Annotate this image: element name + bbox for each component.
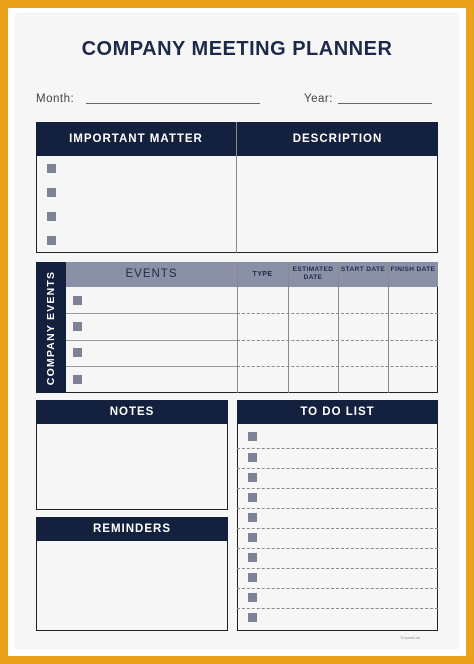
dashed-row-divider — [237, 448, 438, 449]
to-do-list-header: TO DO LIST — [237, 400, 438, 424]
year-label: Year: — [304, 93, 333, 105]
checkbox[interactable] — [47, 236, 56, 245]
reminders-header: REMINDERS — [36, 517, 228, 541]
type-column-header: TYPE — [237, 262, 288, 287]
checkbox[interactable] — [73, 348, 82, 357]
year-field[interactable] — [338, 103, 432, 104]
checkbox[interactable] — [47, 164, 56, 173]
column-divider — [388, 262, 389, 393]
to-do-list-box — [237, 400, 438, 631]
checkbox[interactable] — [248, 513, 257, 522]
checkbox[interactable] — [248, 593, 257, 602]
dashed-row-divider — [237, 568, 438, 569]
column-divider — [288, 262, 289, 393]
row-divider — [66, 340, 237, 341]
start-date-column-header: START DATE — [338, 262, 388, 287]
row-divider — [66, 313, 237, 314]
company-events-side-label — [36, 262, 66, 393]
checkbox[interactable] — [248, 573, 257, 582]
dashed-row-divider — [237, 366, 438, 367]
checkbox[interactable] — [73, 322, 82, 331]
checkbox[interactable] — [248, 613, 257, 622]
dashed-row-divider — [237, 313, 438, 314]
checkbox[interactable] — [248, 453, 257, 462]
row-divider — [66, 366, 237, 367]
dashed-row-divider — [237, 340, 438, 341]
dashed-row-divider — [237, 488, 438, 489]
column-divider — [338, 262, 339, 393]
checkbox[interactable] — [73, 375, 82, 384]
checkbox[interactable] — [73, 296, 82, 305]
description-header: DESCRIPTION — [237, 122, 438, 156]
finish-date-column-header: FINISH DATE — [388, 262, 438, 287]
dashed-row-divider — [237, 608, 438, 609]
month-label: Month: — [36, 93, 75, 105]
dashed-row-divider — [237, 468, 438, 469]
dashed-row-divider — [237, 588, 438, 589]
checkbox[interactable] — [248, 493, 257, 502]
column-divider — [236, 122, 237, 253]
dashed-row-divider — [237, 528, 438, 529]
dashed-row-divider — [237, 548, 438, 549]
dashed-row-divider — [237, 508, 438, 509]
checkbox[interactable] — [248, 533, 257, 542]
month-field[interactable] — [86, 103, 260, 104]
company-events-label: COMPANY EVENTS — [45, 270, 57, 385]
events-column-header: EVENTS — [66, 262, 237, 287]
important-matter-header: IMPORTANT MATTER — [36, 122, 236, 156]
notes-header: NOTES — [36, 400, 228, 424]
checkbox[interactable] — [47, 188, 56, 197]
checkbox[interactable] — [47, 212, 56, 221]
checkbox[interactable] — [248, 553, 257, 562]
checkbox[interactable] — [248, 432, 257, 441]
checkbox[interactable] — [248, 473, 257, 482]
column-divider — [237, 262, 238, 393]
page-title: COMPANY MEETING PLANNER — [81, 38, 393, 60]
watermark: TemplateLab — [400, 636, 421, 640]
estimated-date-column-header: ESTIMATED DATE — [288, 262, 338, 287]
